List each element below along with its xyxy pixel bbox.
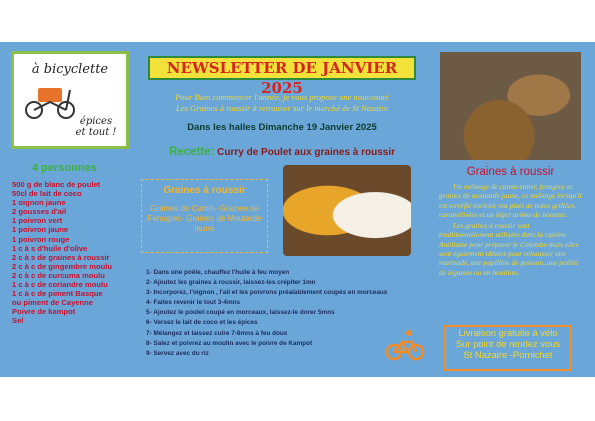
delivery-box bbox=[444, 325, 572, 371]
intro-line: Pour Bien commencer l'année, je vous propose une nouveauté bbox=[175, 92, 389, 102]
logo-sub-line2: et tout ! bbox=[75, 127, 117, 138]
ingredient-item: 1 c à c de piment Basque bbox=[12, 289, 103, 299]
recipe-heading bbox=[148, 146, 416, 158]
recipe-label: Recette: bbox=[168, 146, 215, 158]
recipe-step: 5- Ajoutez le poulet coupé en morceaux, laissez-le dorer 5mns bbox=[146, 309, 335, 317]
intro-line: Les Graines à roussir à retrouver sur le marché de St Nazaire bbox=[175, 103, 389, 113]
recipe-step: 3- Incorporez, l'oignon , l'ail et les poivrons préalablement coupés en morceaux bbox=[146, 289, 388, 297]
ingredient-list bbox=[12, 180, 137, 326]
ingredient-item: 1 oignon jaune bbox=[12, 198, 66, 208]
ingredient-item: 1 poivron rouge bbox=[12, 234, 70, 244]
seeds-spoon-photo bbox=[440, 52, 581, 160]
seeds-title: Graines à roussir bbox=[466, 166, 555, 178]
ingredient-item: 1 poivron vert bbox=[12, 216, 63, 226]
delivery-line: Sur point de rendez vous bbox=[455, 338, 561, 350]
recipe-step: 7- Mélangez et laissez cuire 7-8mns à feu doux bbox=[146, 329, 288, 337]
spice-blend-title: Graines à roussir bbox=[163, 185, 246, 196]
ingredient-item: ou piment de Cayenne bbox=[12, 298, 94, 308]
ingredient-item: 1 c à c de coriandre moulu bbox=[12, 280, 108, 290]
recipe-step: 8- Salez et poivrez au moulin avec le poivre de Kampot bbox=[146, 339, 313, 347]
shop-logo bbox=[11, 51, 129, 149]
logo-sub-line1: épices bbox=[79, 116, 113, 127]
recipe-step: 2- Ajoutez les graines à roussir, laissez-les crépiter 1mn bbox=[146, 279, 316, 287]
seeds-description bbox=[439, 182, 584, 279]
logo-brand: à bicyclette bbox=[31, 62, 109, 77]
recipe-step: 6- Versez le lait de coco et les épices bbox=[146, 319, 258, 327]
ingredient-item: Sel bbox=[12, 316, 24, 326]
ingredient-item: 2 gousses d'ail bbox=[12, 207, 67, 217]
ingredient-item: Poivre de kampot bbox=[12, 307, 76, 317]
ingredient-item: 50cl de lait de coco bbox=[12, 189, 82, 199]
seeds-paragraph: Un mélange de cumin entier, fenugrec et graines de moutarde jaune, ce mélange lorsqu'il est torréfié enrichit vos plats de notes grillées, caramélisées et un léger arôme de noisette. bbox=[439, 182, 582, 219]
ingredient-item: 2 c à c de curcuma moulu bbox=[12, 270, 105, 280]
bicycle-icon bbox=[385, 328, 425, 362]
recipe-step: 1- Dans une poêle, chauffez l'huile à feu moyen bbox=[146, 269, 290, 276]
intro-text bbox=[148, 92, 416, 114]
ingredient-item: 2 c à s de graines à roussir bbox=[12, 252, 110, 262]
delivery-line: Livraison gratuite à vélo bbox=[458, 327, 558, 338]
delivery-line: St Nazaire -Pornichet bbox=[463, 349, 553, 361]
recipe-name: Curry de Poulet aux graines à roussir bbox=[217, 147, 395, 158]
ingredient-item: 1 c à s d'huile d'olive bbox=[12, 243, 88, 253]
recipe-step: 4- Faites revenir le tout 3-4mns bbox=[146, 299, 241, 307]
servings-label: 4 personnes bbox=[32, 162, 97, 174]
market-date: Dans les halles Dimanche 19 Janvier 2025 bbox=[187, 122, 377, 133]
cargo-bike-icon bbox=[22, 80, 80, 120]
spice-blend-text: Graines de Cumin- Graines de Fenugrec- Graines de Moutarde jaune bbox=[147, 204, 262, 233]
curry-dish-photo bbox=[283, 165, 411, 256]
recipe-step: 9- Servez avec du riz bbox=[146, 349, 209, 357]
spice-blend-box bbox=[141, 179, 268, 253]
ingredient-item: 500 g de blanc de poulet bbox=[12, 180, 101, 189]
recipe-steps bbox=[146, 268, 416, 359]
ingredient-item: 2 c à c de gingembre moulu bbox=[12, 261, 113, 271]
logo-subtitle bbox=[70, 116, 122, 138]
ingredient-item: 1 poivron jaune bbox=[12, 225, 69, 235]
newsletter-title: NEWSLETTER DE JANVIER 2025 bbox=[166, 59, 398, 97]
seeds-paragraph: Les graines à roussir sont traditionnellement utilisées dans la cuisine Antillaise pour préparer le Colombo mais elles sont également idéales pour réhausser une marinade, une papillote de poisson, une poêlée de légumes ou un bouillon, bbox=[439, 221, 579, 277]
